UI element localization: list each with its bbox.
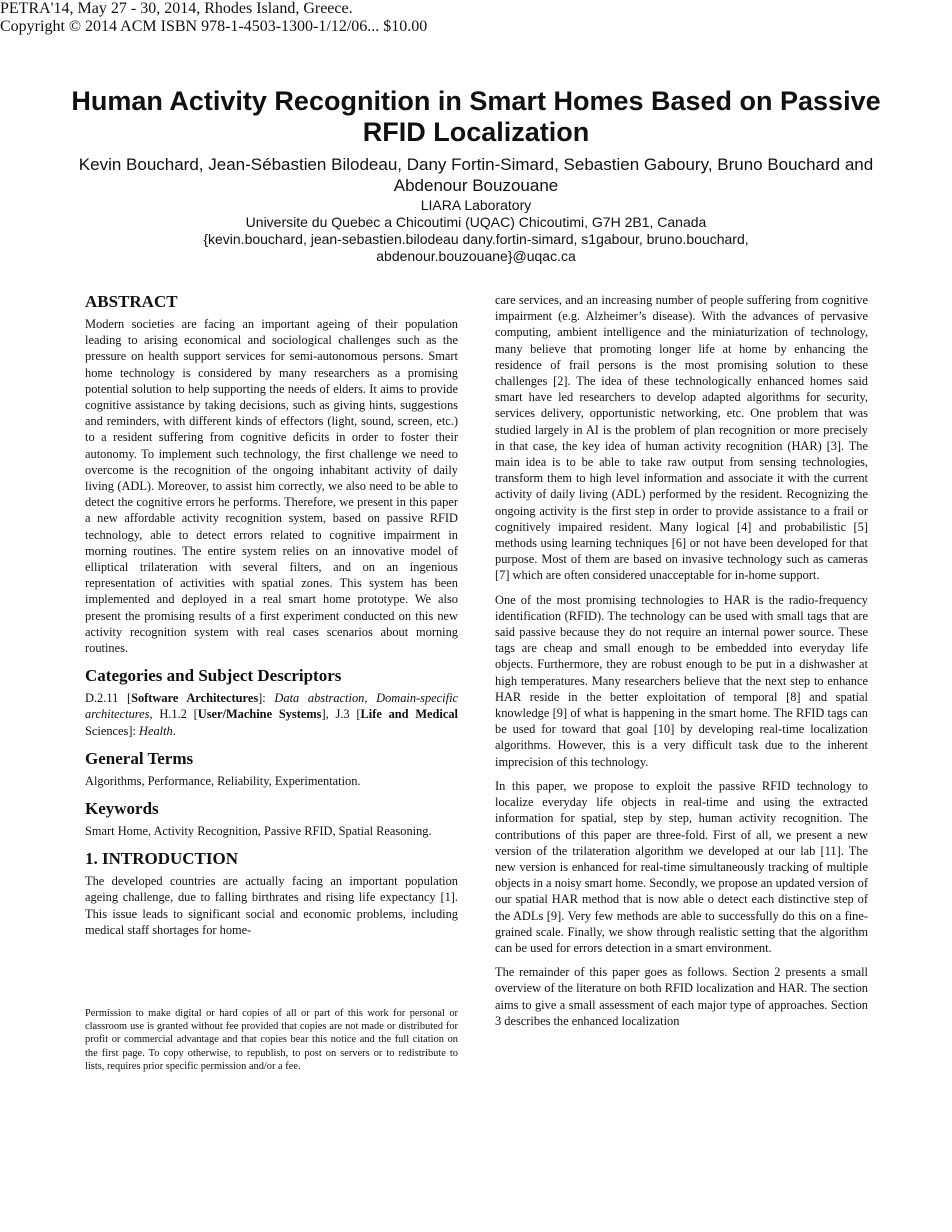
general-terms-text: Algorithms, Performance, Reliability, Experimentation.: [85, 773, 361, 788]
right-column: [495, 292, 868, 1037]
copyright-footnote: [85, 1007, 458, 1073]
permission-notice: Permission to make digital or hard copies of all or part of this work for personal or classroom use is granted without fee provided that copies are not made or distributed for profit or commercial advantage and that copies bear this notice and the full citation on the first page. To copy otherwise, to republish, to post on servers or to redistribute to lists, requires prior specific permission and/or a fee.: [85, 1008, 458, 1072]
emails-text: {kevin.bouchard, jean-sebastien.bilodeau dany.fortin-simard, s1gabour, bruno.bouchard, abdenour.bouzouane}@uqac.ca: [203, 231, 749, 264]
author-list: Kevin Bouchard, Jean-Sébastien Bilodeau, Dany Fortin-Simard, Sebastien Gaboury, Bruno Bouchard and Abdenour Bouzouane: [78, 155, 874, 195]
cat-rest-3: Sciences]:: [85, 723, 140, 738]
author-emails: [156, 231, 796, 265]
keywords-heading: Keywords: [85, 799, 159, 819]
cat-name-1: Software Architectures: [131, 691, 259, 706]
affiliation-block: [60, 197, 892, 265]
introduction-heading: 1. INTRODUCTION: [85, 849, 239, 869]
lab-name: LIARA Laboratory: [420, 197, 532, 213]
abstract-heading: ABSTRACT: [85, 292, 178, 311]
categories-text: [85, 690, 458, 739]
categories-heading: Categories and Subject Descriptors: [85, 666, 342, 686]
cat-name-3: Life and Medical: [360, 707, 458, 722]
cat-name-2: User/Machine Systems: [197, 707, 322, 722]
copyright-line: Copyright © 2014 ACM ISBN 978-1-4503-1300-1/12/06... $10.00: [0, 18, 428, 35]
introduction-paragraph-1-start: The developed countries are actually facing an important population ageing challenge, due to falling birthrates and rising life expectancy [1]. This issue leads to significant social and economic problems, including medical staff shortages for home-: [85, 874, 458, 937]
cat-sep-1: ]:: [258, 691, 275, 706]
introduction-paragraph-4: The remainder of this paper goes as follows. Section 2 presents a small overview of the literature on both RFID localization and HAR. The section aims to give a small assessment of each major type of approaches. Section 3 describes the enhanced localization: [495, 965, 868, 1028]
introduction-paragraph-2: One of the most promising technologies to HAR is the radio-frequency identification (RFID). The technology can be used with small tags that are said passive because they do not require an internal power source. These tags are cheap and small enough to be embedded into everyday life objects. Furthermore, they are robust enough to be put in a dishwasher at high temperatures. Many researchers believe that the next step to enhance HAR reside in the better exploitation of temporal [8] and spatial knowledge [9] of what is happening in the smart home. The RFID tags can be used for toward that goal [10] by developing real-time localization algorithms. However, this is a very difficult task due to the inherent imprecision of this technology.: [495, 592, 868, 769]
keywords-text: Smart Home, Activity Recognition, Passive RFID, Spatial Reasoning.: [85, 824, 432, 839]
introduction-paragraph-1-end: care services, and an increasing number of people suffering from cognitive impairment (e.g. Alzheimer’s disease). With the advances of pervasive computing, ambient intelligence and the miniaturization of technology, many believe that promoting longer life at home by enhancing the residence of frail persons is the most promising solution to these challenges [2]. The idea of these technologically enhanced homes said smart have led researchers to develop adapted algorithms for security, services delivery, opportunistic networking, etc. One problem that was studied largely in AI is the problem of plan recognition or more precisely in that case, the key idea of human activity recognition (HAR) [3]. The main idea is to be able to take raw output from sensing technologies, transform them to high level information and associate it with the current activity of daily living (ADL) performed by the resident. Recognizing the ongoing activity is the first step in order to provide assistance to a frail or cognitively impaired resident. Many logical [4] and probabilistic [5] methods using learning techniques [6] or not have been developed for that purpose. Most of them are based on invasive technology such as cameras [7] which are often considered unacceptable for in-home support.: [495, 293, 868, 583]
general-terms-heading: General Terms: [85, 748, 194, 768]
university-address: Universite du Quebec a Chicoutimi (UQAC) Chicoutimi, G7H 2B1, Canada: [245, 214, 707, 230]
cat-code-2: , H.1.2 [: [149, 707, 198, 722]
abstract-text: Modern societies are facing an important ageing of their population leading to arising economical and sociological challenges such as the pressure on health support services for semi-autonomous persons. Smart home technology is considered by many researchers as a promising potential solution to help supporting the needs of elders. It aims to provide cognitive assistance by taking decisions, such as giving hints, suggestions and reminders, with different kinds of effectors (light, sound, screen, etc.) to a resident suffering from cognitive deficits in order to foster their autonomy. To implement such technology, the first challenge we need to overcome is the recognition of the ongoing inhabitant activity of daily living (ADL). Moreover, to assist him correctly, we also need to be able to detect the cognitive errors he performs. Therefore, we present in this paper a new affordable activity recognition system, based on passive RFID technology, able to detect errors related to cognitive impairment in morning routines. The entire system relies on an innovative model of elliptical trilateration with several filters, and on an ingenious representation of activities with spatial zones. This system has been implemented and deployed in a real smart home prototype. We also present the promising results of a first experiment conducted on this new activity recognition system with real cases scenarios about morning routines.: [85, 317, 458, 656]
cat-desc-1: Data abstraction, Domain-specific architectures: [85, 691, 459, 722]
cat-desc-3: Health: [139, 723, 173, 738]
cat-code-3: ], J.3 [: [321, 707, 361, 722]
conference-line: PETRA'14, May 27 - 30, 2014, Rhodes Island, Greece.: [0, 0, 353, 17]
introduction-paragraph-3: In this paper, we propose to exploit the passive RFID technology to localize everyday life objects in real-time and using the extracted information for spatial, step by step, human activity recognition. The contributions of this paper are three-fold. First of all, we present a new version of the trilateration algorithm we developed at our lab [11]. The new version is enhanced for real-time simultaneously tracking of multiple objects in a noisy smart home. Secondly, we propose an updated version of our spatial HAR method that is now able o detect each distinctive step of the ADLs [9]. Very few methods are able to successfully do this on a fine-grained scale. Finally, we show through realistic setting that the algorithm can be used for errors detection in a smart environment.: [495, 778, 868, 955]
cat-end: .: [172, 723, 176, 738]
left-column: [85, 292, 458, 946]
paper-title: Human Activity Recognition in Smart Homes Based on Passive RFID Localization: [71, 86, 881, 147]
cat-code-1: D.2.11 [: [85, 691, 132, 706]
